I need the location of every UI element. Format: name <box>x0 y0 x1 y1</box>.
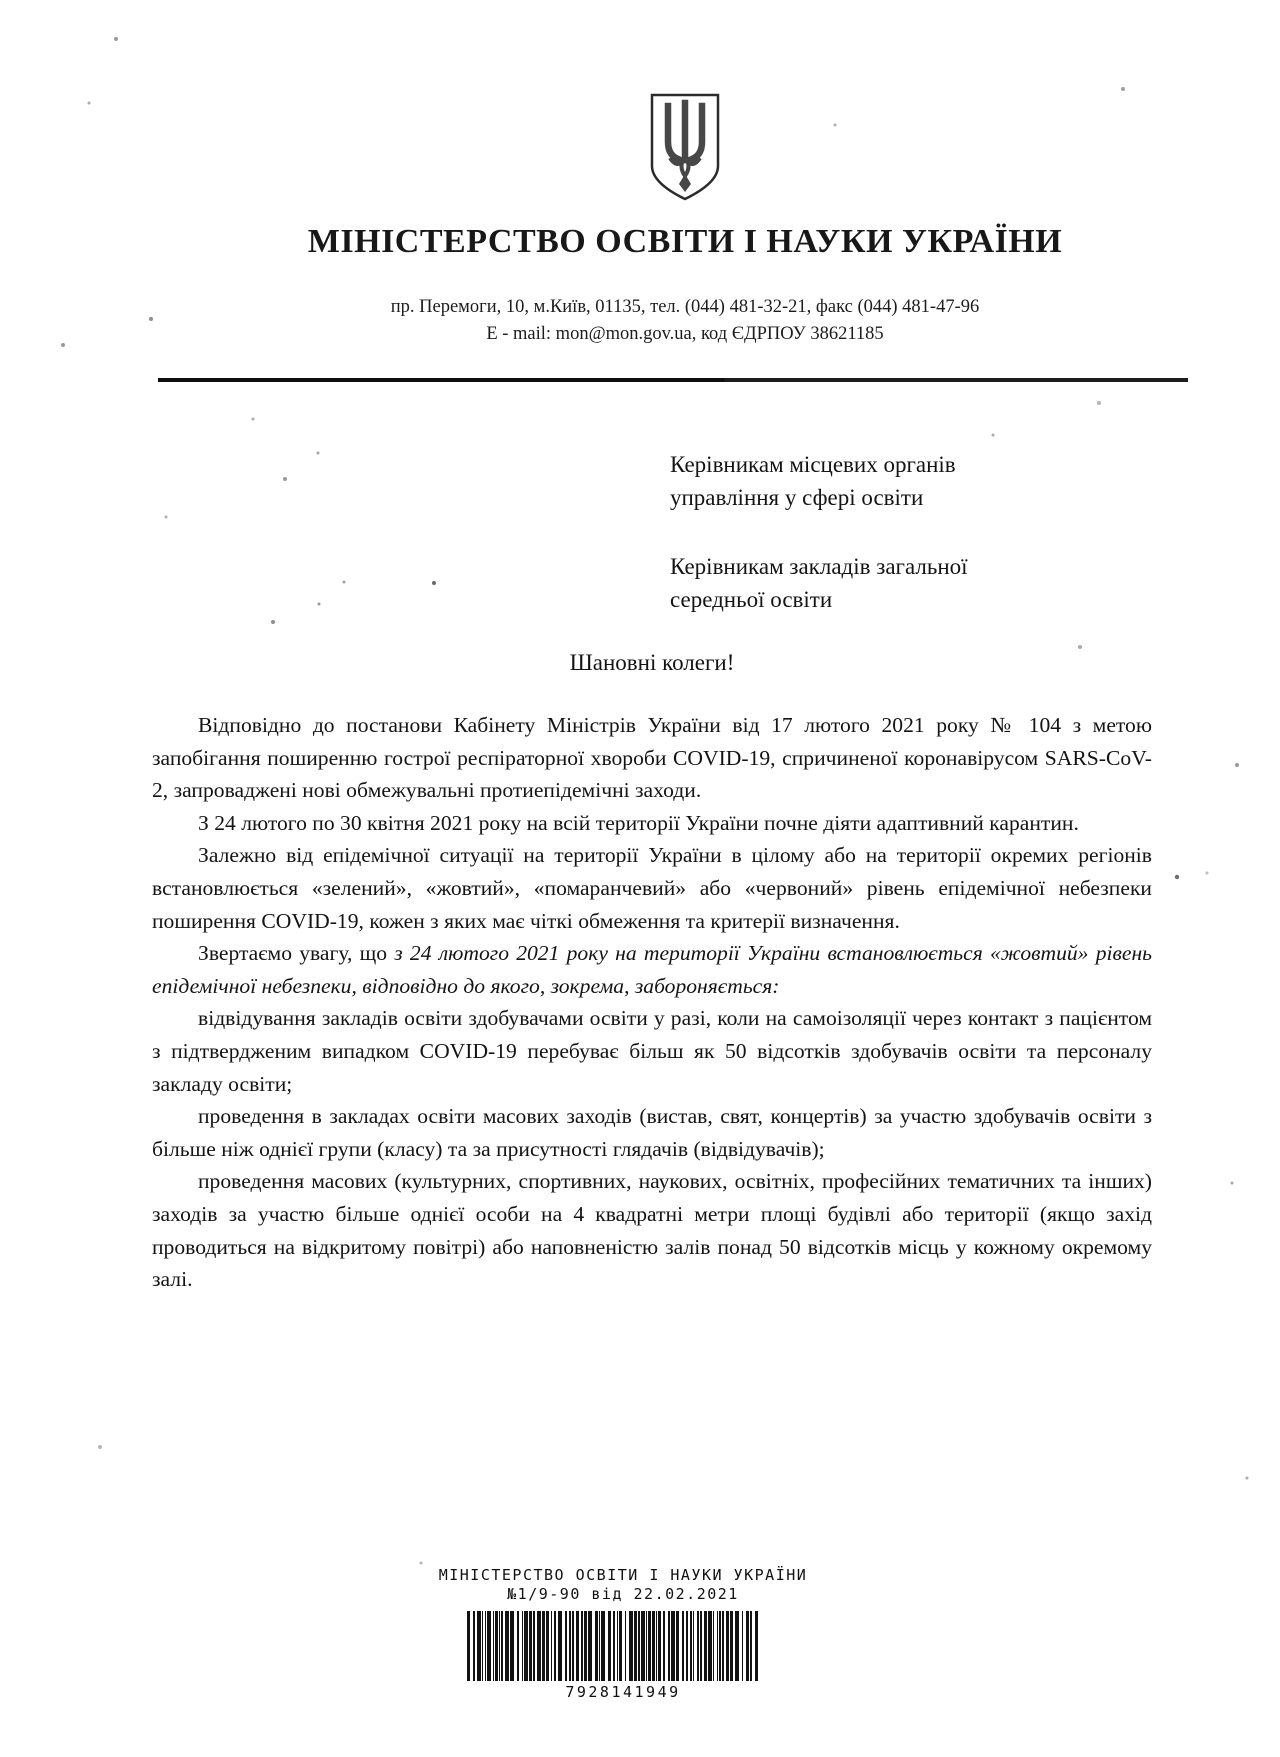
scan-noise-speckles <box>0 0 2 2</box>
recipients-block <box>670 448 1100 652</box>
registration-stamp <box>398 1566 848 1702</box>
recipient-line: Керівникам закладів загальної <box>670 554 968 579</box>
paragraph-yellow-level-emphasis: з 24 лютого 2021 року на території України встановлюється «жовтий» рівень епідемічної небезпеки, відповідно до якого, зокрема, забороняється: <box>152 941 1152 998</box>
paragraph-yellow-level-lead: Звертаємо увагу, що <box>198 941 395 966</box>
stamp-org-line: МІНІСТЕРСТВО ОСВІТИ І НАУКИ УКРАЇНИ <box>438 1566 808 1584</box>
paragraph-ban-mass-events: проведення масових (культурних, спортивних, наукових, освітніх, професійних тематичних та інших) заходів за участю більше однієї особи на 4 квадратні метри площі будівлі або території (якщо захід проводиться на відкритому повітрі) або наповненістю залів понад 50 відсотків місць у кожному окремому залі. <box>152 1169 1152 1292</box>
recipient-local-authorities <box>670 448 1100 514</box>
paragraph-levels: Залежно від епідемічної ситуації на території України в цілому або на території окремих регіонів встановлюється «зелений», «жовтий», «помаранчевий» або «червоний» рівень епідемічної небезпеки поширення COVID-19, кожен з яких має чіткі обмеження та критерії визначення. <box>152 843 1152 933</box>
recipient-line: середньої освіти <box>670 587 833 612</box>
recipient-school-heads <box>670 550 1100 616</box>
ukraine-trident-icon <box>645 92 725 202</box>
letter-body <box>152 709 1152 1296</box>
ministry-address <box>90 294 1280 348</box>
salutation: Шановні колеги! <box>569 650 735 675</box>
emblem <box>90 92 1280 202</box>
barcode-number: 7928141949 <box>565 1683 681 1701</box>
paragraph-ban-school-events: проведення в закладах освіти масових заходів (вистав, свят, концертів) за участю здобувачів освіти з більше ніж однієї групи (класу) та за присутності глядачів (відвідувачів); <box>152 1104 1152 1161</box>
paragraph-ban-attendance: відвідування закладів освіти здобувачами освіти у разі, коли на самоізоляції через контакт з пацієнтом з підтвердженим випадком COVID-19 перебуває більш як 50 відсотків здобувачів освіти та персоналу закладу освіти; <box>152 1006 1152 1096</box>
stamp-ref-line: №1/9-90 від 22.02.2021 <box>507 1585 739 1603</box>
ministry-name: МІНІСТЕРСТВО ОСВІТИ І НАУКИ УКРАЇНИ <box>307 223 1063 260</box>
header-divider-rule <box>158 378 1188 382</box>
paragraph-yellow-level <box>152 937 1152 1002</box>
address-line-2: E - mail: mon@mon.gov.ua, код ЄДРПОУ 38621185 <box>486 324 884 344</box>
letterhead <box>90 0 1280 348</box>
recipient-line: управління у сфері освіти <box>670 485 924 510</box>
address-line-1: пр. Перемоги, 10, м.Київ, 01135, тел. (044) 481-32-21, факс (044) 481-47-96 <box>390 297 980 317</box>
paragraph-quarantine-dates: З 24 лютого по 30 квітня 2021 року на всій території України почне діяти адаптивний карантин. <box>198 810 1079 835</box>
recipient-line: Керівникам місцевих органів <box>670 452 956 477</box>
barcode <box>467 1611 779 1681</box>
paragraph-intro: Відповідно до постанови Кабінету Міністрів України від 17 лютого 2021 року № 104 з метою запобігання поширенню гострої респіраторної хвороби COVID-19, спричиненої коронавірусом SARS-CoV-2, запроваджені нові обмежувальні протиепідемічні заходи. <box>152 713 1152 803</box>
